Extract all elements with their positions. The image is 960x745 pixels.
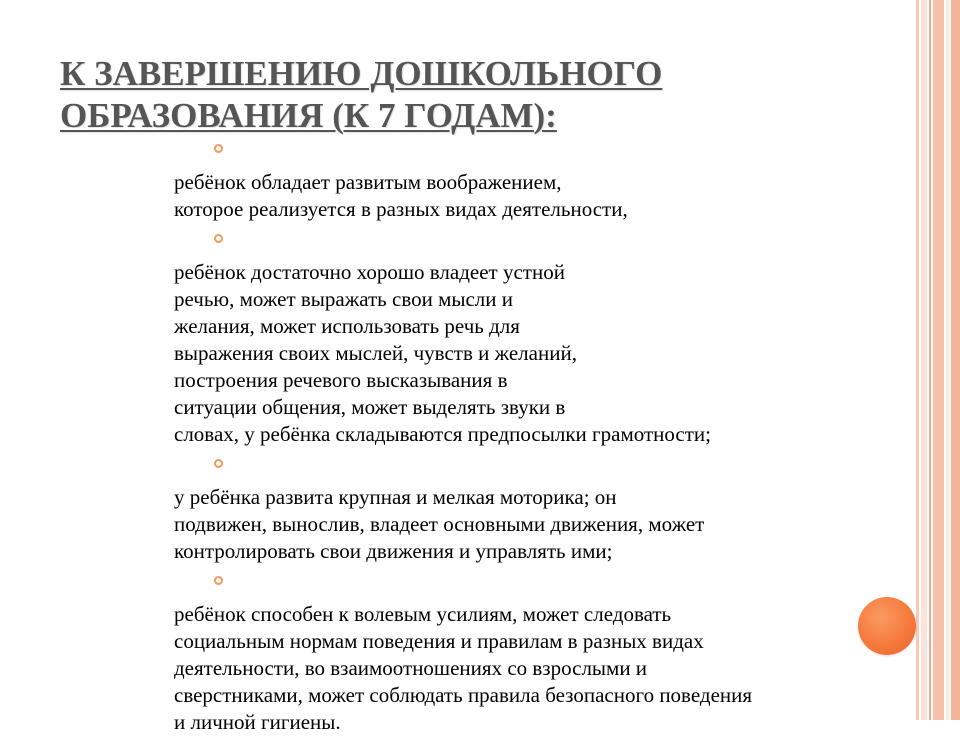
bullet-text-line: подвижен, вынослив, владеет основными движения, может — [174, 512, 705, 536]
bullet-list — [174, 142, 914, 745]
bullet-text-line: социальным нормам поведения и правилам в разных видах — [174, 629, 704, 653]
circle-bullet-icon — [214, 234, 223, 243]
bullet-text-line: контролировать свои движения и управлять ими; — [174, 539, 613, 563]
bullet-item — [174, 574, 914, 736]
bullet-item — [174, 457, 914, 565]
slide-title-line: К ЗАВЕРШЕНИЮ ДОШКОЛЬНОГО — [60, 54, 663, 93]
bullet-text-line: речью, может выражать свои мысли и — [174, 287, 514, 311]
decorative-stripe — [933, 0, 944, 720]
decorative-stripe — [916, 0, 919, 720]
bullet-text-line: ребёнок обладает развитым воображением, — [174, 170, 562, 194]
bullet-text-line: сверстниками, может соблюдать правила безопасного поведения — [174, 683, 753, 707]
slide-title — [60, 53, 820, 137]
circle-bullet-icon — [214, 144, 223, 153]
bullet-text-line: словах, у ребёнка складываются предпосылки грамотности; — [174, 422, 711, 446]
decorative-stripe — [929, 0, 931, 720]
bullet-text-line: деятельности, во взаимоотношениях со взрослыми и — [174, 656, 648, 680]
decorative-stripe — [921, 0, 927, 720]
bullet-text-line: желания, может использовать речь для — [174, 314, 520, 338]
circle-bullet-icon — [214, 576, 223, 585]
decorative-stripe — [951, 0, 960, 720]
bullet-text-line: построения речевого высказывания в — [174, 368, 508, 392]
bullet-text-line: ребёнок способен к волевым усилиям, может следовать — [174, 602, 672, 626]
bullet-text-line: выражения своих мыслей, чувств и желаний, — [174, 341, 577, 365]
bullet-text-line: у ребёнка развита крупная и мелкая моторика; он — [174, 485, 617, 509]
decorative-stripe — [946, 0, 949, 720]
bullet-text-line: и личной гигиены. — [174, 710, 341, 734]
orange-circle-icon — [858, 597, 916, 655]
bullet-text-line: которое реализуется в разных видах деятельности, — [174, 197, 628, 221]
bullet-item — [174, 232, 914, 448]
bullet-text-line: ребёнок достаточно хорошо владеет устной — [174, 260, 565, 284]
bullet-item — [174, 142, 914, 223]
bullet-text-line: ситуации общения, может выделять звуки в — [174, 395, 566, 419]
slide-title-line: ОБРАЗОВАНИЯ (К 7 ГОДАМ): — [60, 96, 557, 135]
circle-bullet-icon — [214, 459, 223, 468]
